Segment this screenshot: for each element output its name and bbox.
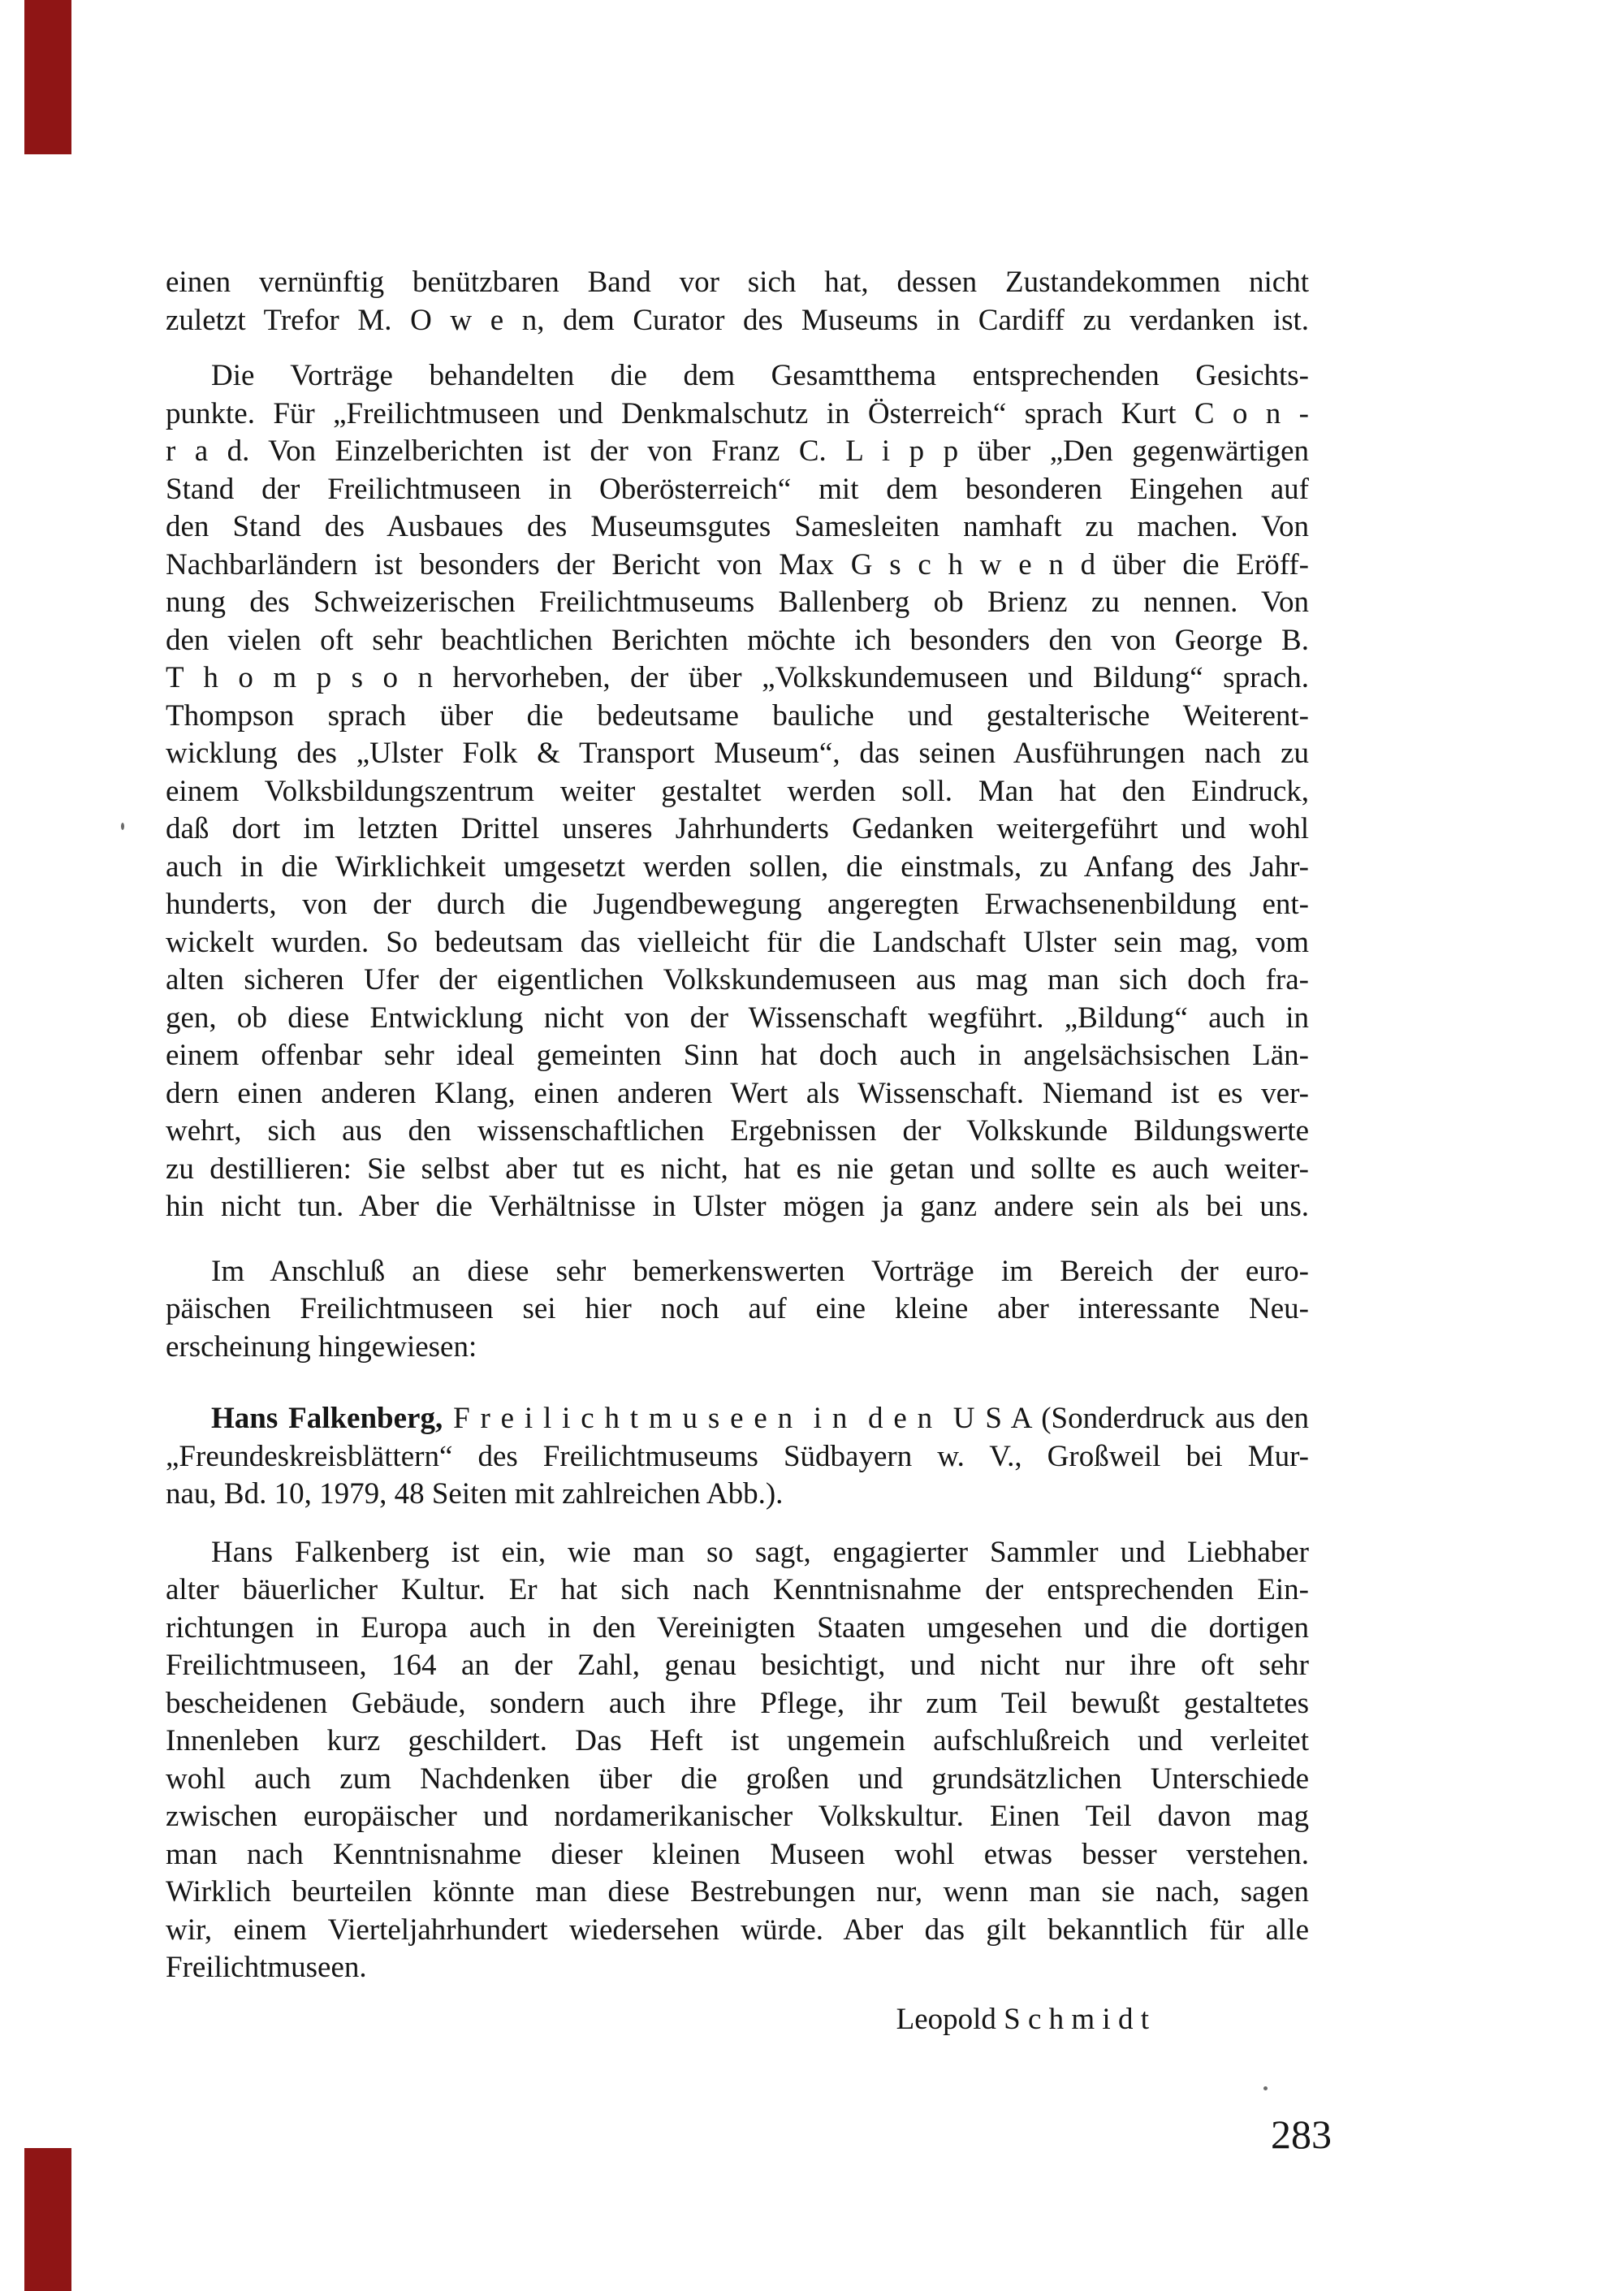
text-line: r a d. Von Einzelberichten ist der von Franz C. L i p p über „Den gegenwärtigen	[166, 434, 1309, 468]
text-line: Im Anschluß an diese sehr bemerkenswerten Vorträge im Bereich der euro-	[211, 1254, 1309, 1288]
text-line: Nachbarländern ist besonders der Bericht von Max G s c h w e n d über die Eröff-	[166, 547, 1309, 581]
paragraph-lecture-reports	[166, 357, 1309, 1226]
text-line: wohl auch zum Nachdenken über die großen und grundsätzlichen Unterschiede	[166, 1761, 1309, 1796]
text-line: wickelt wurden. So bedeutsam das vielleicht für die Landschaft Ulster sein mag, vom	[166, 925, 1309, 959]
scan-speck	[121, 823, 124, 830]
text-block	[166, 264, 1309, 2038]
text-line: hin nicht tun. Aber die Verhältnisse in Ulster mögen ja ganz andere sein als bei uns.	[166, 1190, 1309, 1223]
text-line: wicklung des „Ulster Folk & Transport Museum“, das seinen Ausführungen nach zu	[166, 737, 1309, 770]
text-line: alter bäuerlicher Kultur. Er hat sich nach Kenntnisnahme der entsprechenden Ein-	[166, 1573, 1309, 1606]
scan-edge-mark-bottom	[24, 2148, 71, 2291]
text-line: Stand der Freilichtmuseen in Oberösterreich“ mit dem besonderen Eingehen auf	[166, 472, 1309, 506]
text-line: „Freundeskreisblättern“ des Freilichtmuseums Südbayern w. V., Großweil bei Mur-	[166, 1439, 1309, 1473]
text-line: Hans Falkenberg ist ein, wie man so sagt, engagierter Sammler und Liebhaber	[211, 1535, 1309, 1569]
text-line: alten sicheren Ufer der eigentlichen Volkskundemuseen aus mag man sich doch fra-	[166, 963, 1309, 996]
bibliography-title: F r e i l i c h t m u s e e n i n d e n U S A (Sonderdruck aus den	[443, 1402, 1310, 1435]
paragraph-falkenberg-review	[166, 1534, 1309, 1987]
text-line: bescheidenen Gebäude, sondern auch ihre Pflege, ihr zum Teil bewußt gestaltetes	[166, 1686, 1309, 1720]
text-line: nung des Schweizerischen Freilichtmuseums Ballenberg ob Brienz zu nennen. Von	[166, 586, 1309, 619]
text-line: punkte. Für „Freilichtmuseen und Denkmalschutz in Österreich“ sprach Kurt C o n -	[166, 396, 1309, 430]
text-line: Freilichtmuseen, 164 an der Zahl, genau besichtigt, und nicht nur ihre oft sehr	[166, 1649, 1309, 1682]
scan-speck	[1263, 2086, 1268, 2090]
text-line: auch in die Wirklichkeit umgesetzt werden sollen, die einstmals, zu Anfang des Jahr-	[166, 849, 1309, 884]
text-line: einem offenbar sehr ideal gemeinten Sinn hat doch auch in angelsächsischen Län-	[166, 1039, 1309, 1072]
paragraph-owen-continuation	[166, 264, 1309, 339]
text-line: einem Volksbildungszentrum weiter gestaltet werden soll. Man hat den Eindruck,	[166, 774, 1309, 808]
text-line: Wirklich beurteilen könnte man diese Bestrebungen nur, wenn man sie nach, sagen	[166, 1875, 1309, 1908]
text-line: den vielen oft sehr beachtlichen Berichten möchte ich besonders den von George B.	[166, 623, 1309, 657]
text-line: nau, Bd. 10, 1979, 48 Seiten mit zahlreichen Abb.).	[166, 1477, 784, 1511]
text-line: daß dort im letzten Drittel unseres Jahrhunderts Gedanken weitergeführt und wohl	[166, 812, 1309, 845]
text-line: hunderts, von der durch die Jugendbewegung angeregten Erwachsenenbildung ent-	[166, 888, 1309, 921]
text-line: dern einen anderen Klang, einen anderen Wert als Wissenschaft. Niemand ist es ver-	[166, 1076, 1309, 1110]
text-line: wir, einem Vierteljahrhundert wiedersehen würde. Aber das gilt bekanntlich für alle	[166, 1913, 1309, 1947]
text-line: wehrt, sich aus den wissenschaftlichen Ergebnissen der Volkskunde Bildungswerte	[166, 1114, 1309, 1148]
text-line: Innenleben kurz geschildert. Das Heft ist ungemein aufschlußreich und verleitet	[166, 1724, 1309, 1757]
scan-edge-mark-top	[24, 0, 71, 154]
text-line: den Stand des Ausbaues des Museumsgutes Samesleiten namhaft zu machen. Von	[166, 510, 1309, 543]
text-line: Thompson sprach über die bedeutsame bauliche und gestalterische Weiterent-	[166, 698, 1309, 733]
text-line: zuletzt Trefor M. O w e n, dem Curator des Museums in Cardiff zu verdanken ist.	[166, 303, 1309, 337]
text-line: päischen Freilichtmuseen sei hier noch auf eine kleine aber interessante Neu-	[166, 1292, 1309, 1325]
text-line: zu destillieren: Sie selbst aber tut es nicht, hat es nie getan und sollte es auch weiter-	[166, 1152, 1309, 1186]
text-line: gen, ob diese Entwicklung nicht von der Wissenschaft wegführt. „Bildung“ auch in	[166, 1001, 1309, 1035]
bibliography-first-line	[166, 1400, 1309, 1438]
text-line: richtungen in Europa auch in den Vereinigten Staaten umgesehen und die dortigen	[166, 1610, 1309, 1645]
page-number: 283	[1271, 2112, 1332, 2157]
text-line: einen vernünftig benützbaren Band vor sich hat, dessen Zustandekommen nicht	[166, 266, 1309, 299]
text-line: erscheinung hingewiesen:	[166, 1329, 477, 1364]
text-line: T h o m p s o n hervorheben, der über „Volkskundemuseen und Bildung“ sprach.	[166, 661, 1309, 694]
paragraph-bibliography-entry	[166, 1400, 1309, 1514]
text-line: man nach Kenntnisnahme dieser kleinen Museen wohl etwas besser verstehen.	[166, 1837, 1309, 1871]
bibliography-author: Hans Falkenberg,	[211, 1402, 443, 1435]
text-line: Die Vorträge behandelten die dem Gesamtthema entsprechenden Gesichts-	[211, 359, 1309, 392]
text-line: zwischen europäischer und nordamerikanischer Volkskultur. Einen Teil davon mag	[166, 1800, 1309, 1833]
reviewer-signature: Leopold S c h m i d t	[896, 2002, 1149, 2036]
text-line: Freilichtmuseen.	[166, 1951, 367, 1984]
paragraph-transition-note	[166, 1253, 1309, 1367]
